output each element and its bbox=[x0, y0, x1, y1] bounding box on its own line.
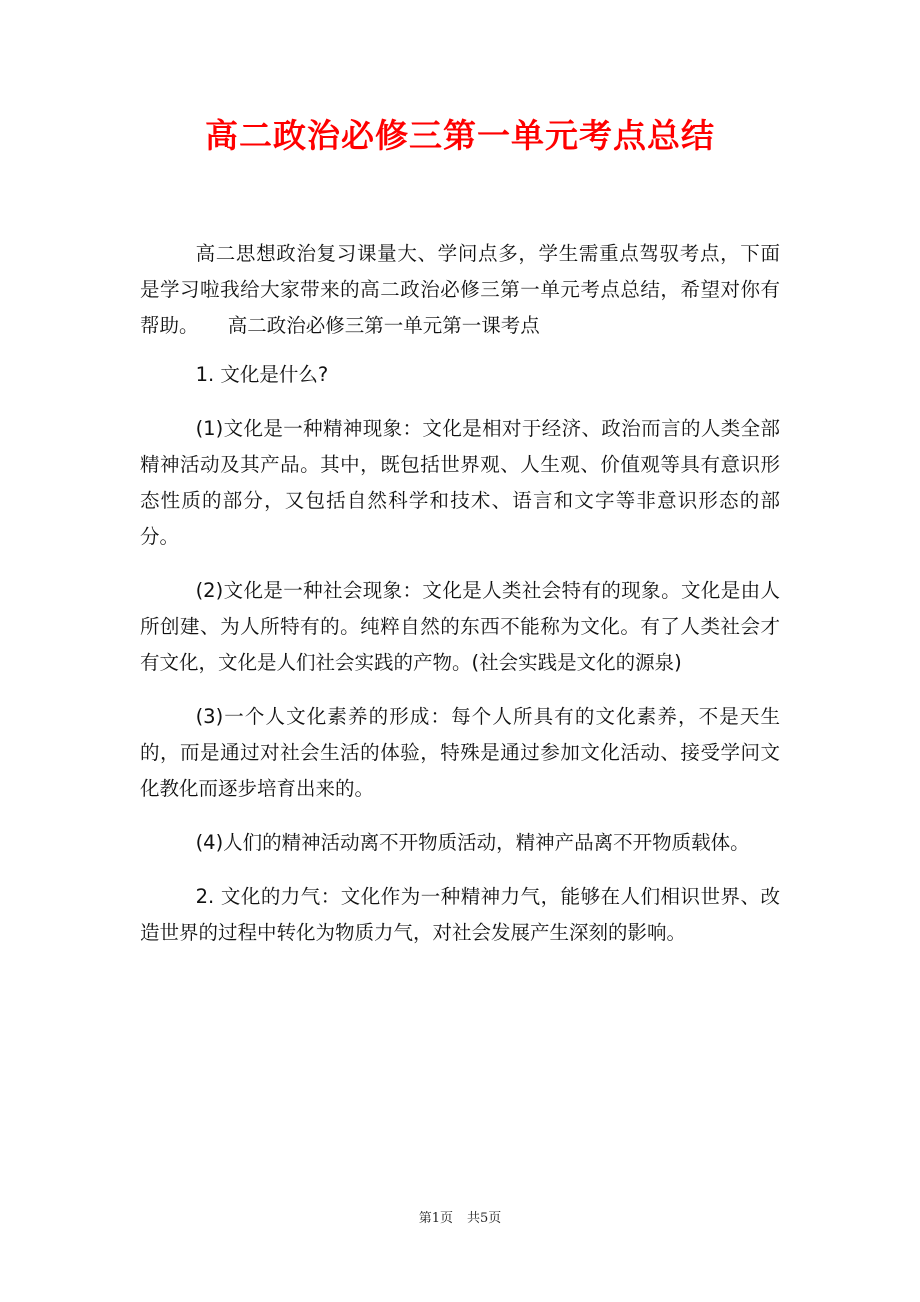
paragraph-point-3: (3)一个人文化素养的形成：每个人所具有的文化素养，不是天生的，而是通过对社会生活的体验，特殊是通过参加文化活动、接受学问文化教化而逐步培育出来的。 bbox=[140, 705, 780, 800]
page-footer bbox=[0, 1207, 920, 1226]
paragraph-point-1: (1)文化是一种精神现象：文化是相对于经济、政治而言的人类全部精神活动及其产品。其中，既包括世界观、人生观、价值观等具有意识形态性质的部分，又包括自然科学和技术、语言和文字等非意识形态的部分。 bbox=[140, 417, 780, 548]
paragraph-point-4: (4)人们的精神活动离不开物质活动，精神产品离不开物质载体。 bbox=[195, 831, 750, 854]
section-heading-1: 1. 文化是什么? bbox=[195, 363, 329, 386]
document-body bbox=[140, 236, 780, 951]
paragraph-point-2: (2)文化是一种社会现象：文化是人类社会特有的现象。文化是由人所创建、为人所特有的。纯粹自然的东西不能称为文化。有了人类社会才有文化，文化是人们社会实践的产物。(社会实践是文化的源泉) bbox=[140, 579, 780, 674]
intro-paragraph: 高二思想政治复习课量大、学问点多，学生需重点驾驭考点，下面是学习啦我给大家带来的高二政治必修三第一单元考点总结，希望对你有帮助。 高二政治必修三第一单元第一课考点 bbox=[140, 242, 780, 337]
page-number: 第1页 bbox=[418, 1211, 453, 1226]
total-pages: 共5页 bbox=[467, 1211, 502, 1226]
document-title: 高二政治必修三第一单元考点总结 bbox=[205, 116, 715, 155]
section-heading-2: 2. 文化的力气：文化作为一种精神力气，能够在人们相识世界、改造世界的过程中转化为物质力气，对社会发展产生深刻的影响。 bbox=[140, 885, 780, 944]
